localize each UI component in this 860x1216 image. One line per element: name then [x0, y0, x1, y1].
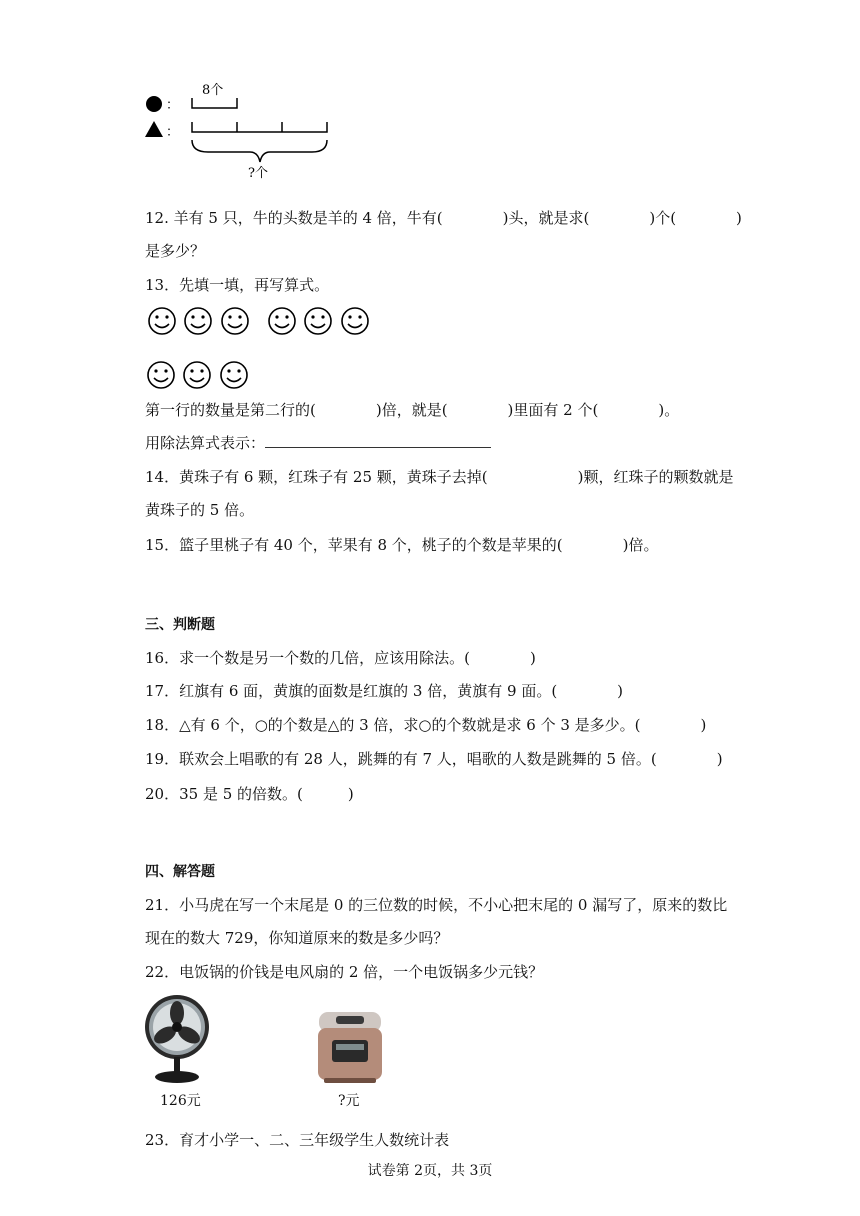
smiley-face-icon [184, 362, 210, 388]
triangle-segment [192, 122, 327, 132]
question-12-line2: 是多少？ [145, 242, 206, 260]
circle-segment [192, 98, 237, 108]
question-17: 17．红旗有 6 面，黄旗的面数是红旗的 3 倍，黄旗有 9 面。( ) [145, 682, 624, 700]
question-14-line1: 14．黄珠子有 6 颗，红珠子有 25 颗，黄珠子去掉( )颗，红珠子的颗数就是 [145, 468, 734, 486]
total-brace [192, 140, 327, 162]
question-21-line1: 21．小马虎在写一个末尾是 0 的三位数的时候，不小心把末尾的 0 漏写了，原来的数比 [145, 896, 728, 914]
cooker-price: ?元 [338, 1093, 360, 1109]
electric-fan-icon [140, 993, 220, 1085]
question-23: 23．育才小学一、二、三年级学生人数统计表 [145, 1131, 450, 1149]
formula-label: 用除法算式表示： [145, 434, 266, 452]
smiley-row-2 [145, 359, 265, 391]
smiley-face-icon [185, 308, 211, 334]
question-13-title: 13．先填一填，再写算式。 [145, 276, 330, 294]
question-22: 22．电饭锅的价钱是电风扇的 2 倍，一个电饭锅多少元钱？ [145, 963, 544, 981]
smiley-face-icon [305, 308, 331, 334]
question-19: 19．联欢会上唱歌的有 28 人，跳舞的有 7 人，唱歌的人数是跳舞的 5 倍。( ) [145, 750, 723, 768]
fan-price: 126元 [160, 1093, 201, 1109]
smiley-face-icon [149, 308, 175, 334]
smiley-face-icon [269, 308, 295, 334]
diagram-top-label: 8个 [202, 83, 224, 98]
section-4-heading: 四、解答题 [145, 864, 215, 880]
circle-colon: ： [166, 98, 180, 113]
page-footer: 试卷第 2页，共 3页 [367, 1163, 493, 1179]
smiley-face-icon [221, 362, 247, 388]
triangle-colon: ： [166, 125, 180, 140]
diagram-bottom-label: ?个 [248, 166, 268, 181]
smiley-face-icon [342, 308, 368, 334]
question-15: 15．篮子里桃子有 40 个，苹果有 8 个，桃子的个数是苹果的( )倍。 [145, 536, 659, 554]
question-21-line2: 现在的数大 729，你知道原来的数是多少吗？ [145, 929, 449, 947]
question-14-line2: 黄珠子的 5 倍。 [145, 501, 255, 519]
circle-icon [146, 96, 162, 112]
question-12-line1: 12. 羊有 5 只，牛的头数是羊的 4 倍，牛有( )头，就是求( )个( ) [145, 209, 742, 227]
smiley-face-icon [148, 362, 174, 388]
triangle-icon [145, 121, 163, 137]
section-3-heading: 三、判断题 [145, 617, 215, 633]
formula-answer-line[interactable] [265, 433, 491, 448]
question-16: 16．求一个数是另一个数的几倍，应该用除法。( ) [145, 649, 536, 667]
question-13-formula [145, 433, 491, 453]
smiley-row-1 [145, 305, 385, 337]
line-segment-diagram [140, 76, 340, 186]
question-13-text: 第一行的数量是第二行的( )倍，就是( )里面有 2 个( )。 [145, 401, 680, 419]
question-20: 20．35 是 5 的倍数。( ) [145, 785, 354, 803]
smiley-face-icon [222, 308, 248, 334]
question-18: 18．△有 6 个，○的个数是△的 3 倍，求○的个数就是求 6 个 3 是多少。( ) [145, 716, 707, 734]
rice-cooker-icon [314, 1010, 386, 1086]
